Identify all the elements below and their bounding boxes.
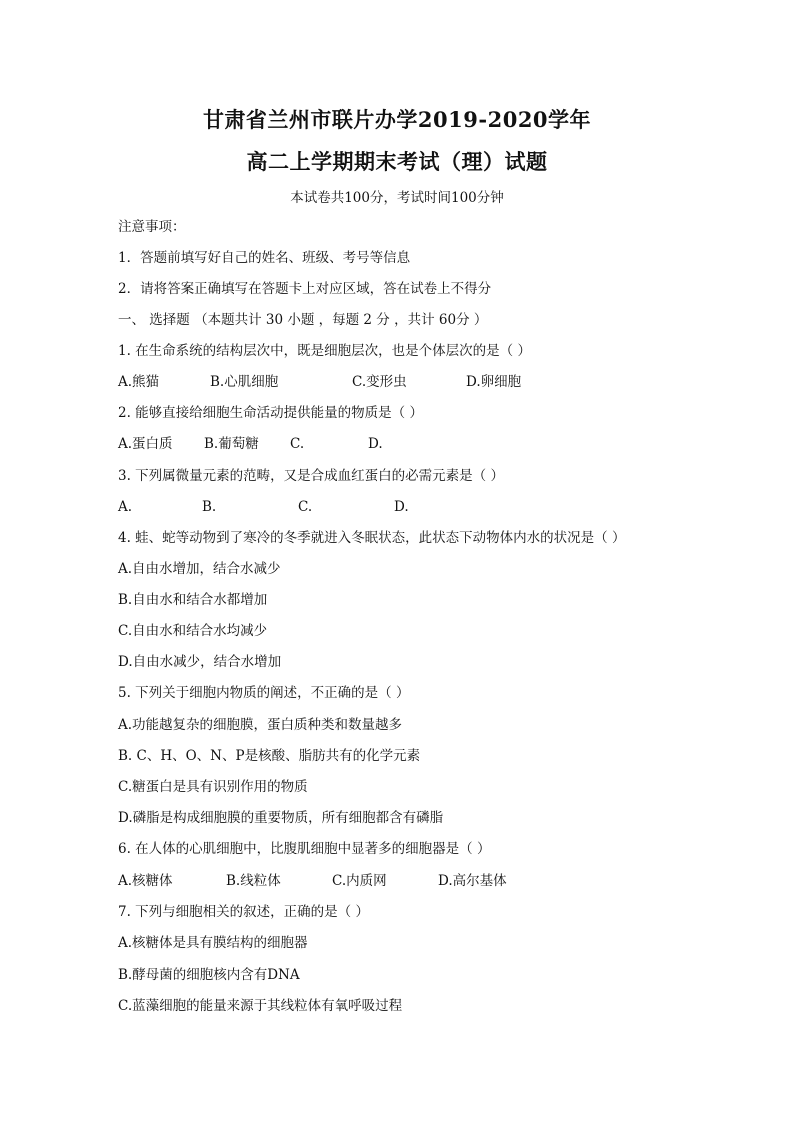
exam-title-line1: 甘肃省兰州市联片办学2019-2020学年 xyxy=(202,107,592,132)
question-5-option-b: B. C、H、O、N、P是核酸、脂肪共有的化学元素 xyxy=(118,748,421,764)
question-6-options xyxy=(118,872,678,890)
exam-title-line2: 高二上学期期末考试（理）试题 xyxy=(246,149,548,174)
question-3-option-c: C. xyxy=(298,499,313,515)
question-4-option-d: D.自由水减少，结合水增加 xyxy=(118,654,282,670)
question-7-option-a: A.核糖体是具有膜结构的细胞器 xyxy=(118,935,308,951)
question-4-option-a: A.自由水增加，结合水减少 xyxy=(118,561,281,577)
question-4-stem: 4. 蛙、蛇等动物到了寒冷的冬季就进入冬眠状态，此状态下动物体内水的状况是（ ） xyxy=(118,530,626,546)
question-1-option-c: C.变形虫 xyxy=(352,374,407,390)
question-6-option-b: B.线粒体 xyxy=(226,873,281,889)
question-3-options xyxy=(118,498,678,516)
question-6-option-a: A.核糖体 xyxy=(118,873,173,889)
question-7-option-c: C.蓝藻细胞的能量来源于其线粒体有氧呼吸过程 xyxy=(118,998,403,1014)
question-2-option-a: A.蛋白质 xyxy=(118,436,173,452)
question-6-option-d: D.高尔基体 xyxy=(438,873,507,889)
question-6-option-c: C.内质网 xyxy=(332,873,387,889)
question-2-option-d: D. xyxy=(368,436,383,452)
question-7-stem: 7. 下列与细胞相关的叙述，正确的是（ ） xyxy=(118,904,369,920)
question-2-stem: 2. 能够直接给细胞生命活动提供能量的物质是（ ） xyxy=(118,405,423,421)
question-2-option-c: C. xyxy=(290,436,305,452)
notice-item-1: 1．答题前填写好自己的姓名、班级、考号等信息 xyxy=(118,250,411,266)
question-7-option-b: B.酵母菌的细胞核内含有DNA xyxy=(118,967,300,983)
notice-item-2: 2．请将答案正确填写在答题卡上对应区域，答在试卷上不得分 xyxy=(118,281,492,297)
notice-heading: 注意事项： xyxy=(118,219,186,235)
question-1-option-b: B.心肌细胞 xyxy=(210,374,279,390)
question-5-option-c: C.糖蛋白是具有识别作用的物质 xyxy=(118,779,308,795)
question-1-option-d: D.卵细胞 xyxy=(466,374,522,390)
question-1-stem: 1. 在生命系统的结构层次中，既是细胞层次，也是个体层次的是（ ） xyxy=(118,343,531,359)
question-2-options xyxy=(118,435,678,453)
question-3-option-a: A. xyxy=(118,499,133,515)
exam-info: 本试卷共100分，考试时间100分钟 xyxy=(290,190,504,206)
question-5-stem: 5. 下列关于细胞内物质的阐述，不正确的是（ ） xyxy=(118,685,410,701)
question-5-option-a: A.功能越复杂的细胞膜，蛋白质种类和数量越多 xyxy=(118,717,403,733)
section-heading: 一、 选择题 （本题共计 30 小题 ，每题 2 分 ，共计 60分 ） xyxy=(118,312,488,328)
question-3-stem: 3. 下列属微量元素的范畴，又是合成血红蛋白的必需元素是（ ） xyxy=(118,468,504,484)
question-1-option-a: A.熊猫 xyxy=(118,374,160,390)
question-3-option-b: B. xyxy=(202,499,217,515)
question-6-stem: 6. 在人体的心肌细胞中，比腹肌细胞中显著多的细胞器是（ ） xyxy=(118,841,491,857)
question-3-option-d: D. xyxy=(394,499,409,515)
question-4-option-b: B.自由水和结合水都增加 xyxy=(118,592,268,608)
question-5-option-d: D.磷脂是构成细胞膜的重要物质，所有细胞都含有磷脂 xyxy=(118,810,444,826)
question-2-option-b: B.葡萄糖 xyxy=(204,436,259,452)
question-4-option-c: C.自由水和结合水均减少 xyxy=(118,623,268,639)
question-1-options xyxy=(118,373,678,391)
